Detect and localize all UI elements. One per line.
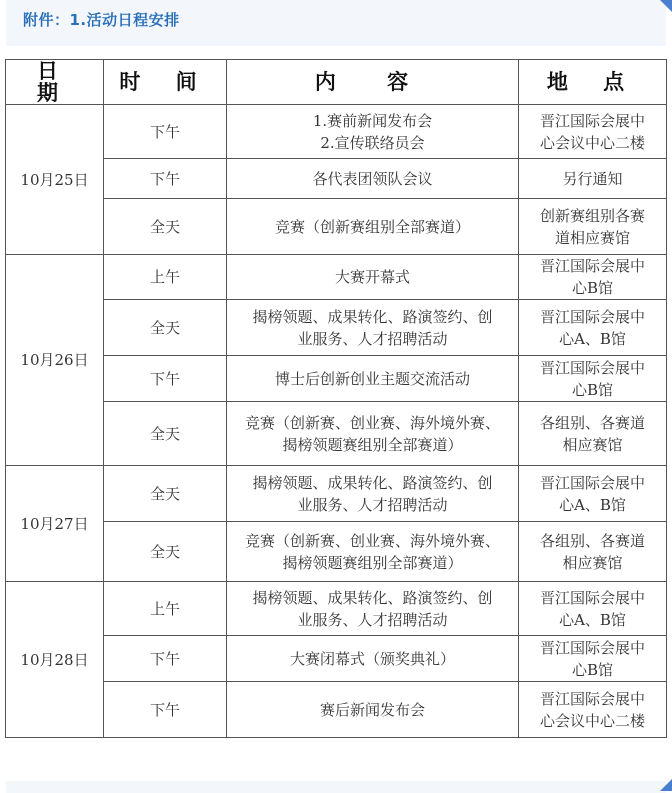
content-line: 揭榜领题赛组别全部赛道） (282, 435, 463, 454)
location-cell (519, 255, 667, 300)
content-line: 揭榜领题、成果转化、路演签约、创 (252, 307, 493, 326)
location-cell (519, 159, 667, 199)
date-cell: 10月25日 (6, 105, 104, 255)
content-cell (227, 402, 519, 466)
content-cell (227, 105, 519, 159)
content-cell (227, 582, 519, 636)
table-row (6, 636, 667, 682)
time-cell: 全天 (104, 466, 227, 522)
table-row (6, 402, 667, 466)
content-line: 揭榜领题、成果转化、路演签约、创 (252, 588, 493, 607)
location-cell (519, 402, 667, 466)
location-line: 各组别、各赛道 (539, 413, 645, 432)
location-cell (519, 105, 667, 159)
column-header-location: 地 点 (519, 60, 667, 105)
content-line: 揭榜领题、成果转化、路演签约、创 (252, 473, 493, 492)
location-cell (519, 466, 667, 522)
date-cell: 10月26日 (6, 255, 104, 466)
location-line: 心B馆 (571, 279, 614, 297)
location-cell (519, 636, 667, 682)
content-line: 各代表团领队会议 (312, 169, 433, 188)
content-line: 业服务、人才招聘活动 (297, 329, 448, 348)
table-row (6, 255, 667, 300)
location-line: 晋江国际会展中 (539, 257, 645, 275)
location-line: 另行通知 (562, 169, 623, 188)
location-cell (519, 522, 667, 582)
table-row (6, 159, 667, 199)
content-line: 2.宣传联络员会 (320, 133, 425, 152)
attachment-header (6, 0, 666, 46)
content-cell (227, 300, 519, 356)
column-header-date: 日 期 (6, 60, 104, 105)
schedule-table (5, 59, 667, 738)
location-cell (519, 582, 667, 636)
table-row (6, 466, 667, 522)
location-cell (519, 300, 667, 356)
location-line: 晋江国际会展中 (539, 111, 645, 130)
location-line: 晋江国际会展中 (539, 358, 645, 377)
table-row (6, 105, 667, 159)
location-line: 各组别、各赛道 (539, 531, 645, 550)
location-line: 心A、B馆 (559, 610, 626, 629)
content-line: 博士后创新创业主题交流活动 (274, 369, 470, 388)
time-cell: 下午 (104, 356, 227, 402)
time-cell: 下午 (104, 682, 227, 738)
content-line: 竞赛（创新赛、创业赛、海外境外赛、 (244, 531, 500, 550)
content-cell (227, 522, 519, 582)
location-cell (519, 356, 667, 402)
date-cell: 10月27日 (6, 466, 104, 582)
table-row (6, 522, 667, 582)
content-cell (227, 159, 519, 199)
content-line: 揭榜领题赛组别全部赛道） (282, 553, 463, 572)
location-line: 心B馆 (571, 380, 614, 399)
location-line: 晋江国际会展中 (539, 689, 645, 708)
content-line: 竞赛（创新赛、创业赛、海外境外赛、 (244, 413, 500, 432)
corner-decoration-icon (660, 0, 672, 12)
content-cell (227, 356, 519, 402)
time-cell: 全天 (104, 402, 227, 466)
content-cell (227, 255, 519, 300)
column-header-content: 内 容 (227, 60, 519, 105)
content-line: 业服务、人才招聘活动 (297, 495, 448, 514)
location-line: 心会议中心二楼 (539, 711, 645, 730)
corner-decoration-icon (660, 779, 672, 791)
content-cell (227, 466, 519, 522)
location-cell (519, 682, 667, 738)
time-cell: 上午 (104, 255, 227, 300)
time-cell: 下午 (104, 105, 227, 159)
table-row (6, 582, 667, 636)
content-line: 赛后新闻发布会 (319, 700, 425, 719)
content-cell (227, 682, 519, 738)
location-cell (519, 199, 667, 255)
content-line: 大赛闭幕式（颁奖典礼） (289, 649, 455, 668)
table-header-row (6, 60, 667, 105)
location-line: 晋江国际会展中 (539, 638, 645, 657)
location-line: 相应赛馆 (562, 435, 623, 454)
content-line: 1.赛前新闻发布会 (312, 111, 433, 130)
attachment-title: 附件：1.活动日程安排 (23, 11, 180, 29)
location-line: 晋江国际会展中 (539, 588, 645, 607)
location-line: 晋江国际会展中 (539, 307, 645, 326)
table-row (6, 682, 667, 738)
time-cell: 下午 (104, 636, 227, 682)
content-line: 业服务、人才招聘活动 (297, 610, 448, 629)
time-cell: 下午 (104, 159, 227, 199)
content-cell (227, 636, 519, 682)
next-section-box (6, 781, 666, 793)
content-cell (227, 199, 519, 255)
table-row (6, 300, 667, 356)
content-line: 竞赛（创新赛组别全部赛道） (274, 217, 470, 236)
location-line: 心A、B馆 (559, 495, 626, 514)
location-line: 创新赛组别各赛 (539, 206, 645, 225)
location-line: 相应赛馆 (562, 553, 623, 572)
location-line: 心B馆 (571, 660, 614, 679)
column-header-time: 时 间 (104, 60, 227, 105)
time-cell: 全天 (104, 522, 227, 582)
location-line: 道相应赛馆 (554, 228, 630, 247)
time-cell: 上午 (104, 582, 227, 636)
table-row (6, 356, 667, 402)
location-line: 心A、B馆 (559, 329, 626, 348)
location-line: 心会议中心二楼 (539, 133, 645, 152)
table-row (6, 199, 667, 255)
content-line: 大赛开幕式 (334, 268, 410, 286)
schedule-body (6, 105, 667, 738)
location-line: 晋江国际会展中 (539, 473, 645, 492)
time-cell: 全天 (104, 199, 227, 255)
time-cell: 全天 (104, 300, 227, 356)
date-cell: 10月28日 (6, 582, 104, 738)
